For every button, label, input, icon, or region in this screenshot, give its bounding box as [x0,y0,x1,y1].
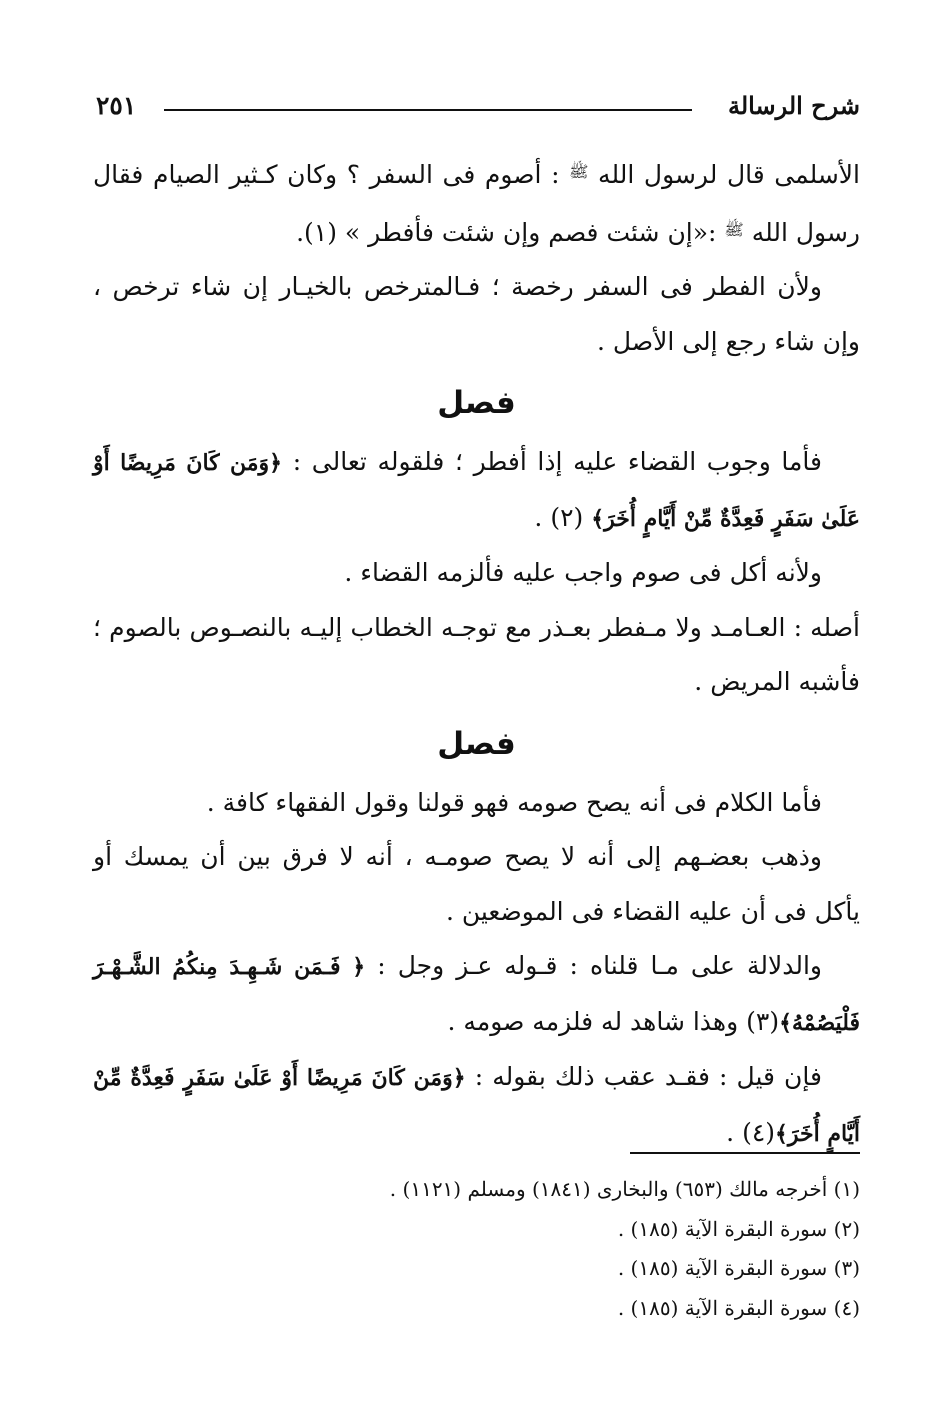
text-run: فأما وجوب القضاء عليه إذا أفطر ؛ فلقوله تعالى : [282,447,823,476]
footnotes [93,1170,860,1328]
section-heading: فصل [437,385,516,421]
footnote-rule [630,1152,860,1154]
paragraph: فأما الكلام فى أنه يصح صومه فهو قولنا وقول الفقهاء كافة . [206,787,822,817]
section-heading: فصل [437,725,516,762]
honorific-glyph: ﷺ [569,162,589,181]
footnote: (٤) سورة البقرة الآية (١٨٥) . [617,1295,860,1320]
paragraph [93,435,860,546]
paragraph [93,145,860,260]
paragraph: وذهب بعضـهم إلى أنه لا يصح صومـه ، أنه لا فرق بين أن يمسك أو يأكل فى أن عليه القضاء فى الموضعين . [93,842,860,926]
text-run: :«إن شئت فصم وإن شئت فأفطر » (١). [296,217,725,247]
text-run: فإن قيل : فقـد عقب ذلك بقوله : [465,1062,822,1091]
quran-verse: ﴿ فَـمَن شَـهِـدَ مِنكُمُ الشَّـهْـرَ فَلْيَصُمْهُ﴾ [93,954,860,1036]
paragraph: ولأنه أكل فى صوم واجب عليه فألزمه القضاء . [344,558,822,587]
footnote-ref: (٤) . [726,1117,776,1147]
text-run: : أصوم فى السفر ؟ وكان كـثير الصيام فقال رسول الله [93,160,860,247]
running-header [96,88,860,128]
paragraph: ولأن الفطر فى السفر رخصة ؛ فـالمترخص بالخيـار إن شاء ترخص ، وإن شاء رجع إلى الأصل . [93,272,860,356]
quran-verse: ﴿وَمَن كَانَ مَرِيضًا أَوْ عَلَىٰ سَفَرٍ فَعِدَّةٌ مِّنْ أَيَّامٍ أُخَرَ﴾ [93,1065,860,1147]
paragraph: أصله : العـامـد ولا مـفطر بعـذر مع توجـه الخطاب إليـه بالنصـوص بالصوم ؛ فأشبه المريض . [93,612,860,696]
quran-verse: ﴿وَمَن كَانَ مَرِيضًا أَوْ عَلَىٰ سَفَرٍ فَعِدَّةٌ مِّنْ أَيَّامٍ أُخَرَ﴾ [93,450,860,532]
text-run: الأسلمى قال لرسول الله [588,160,860,189]
page-number: ٢٥١ [96,91,137,120]
footnote: (٢) سورة البقرة الآية (١٨٥) . [617,1216,860,1241]
header-rule [164,109,692,111]
text-run: والدلالة على مـا قلناه : قـوله عـز وجل : [365,951,823,980]
paragraph [93,1050,860,1161]
footnote: (٣) سورة البقرة الآية (١٨٥) . [617,1256,860,1280]
footnote: (١) أخرجه مالك (٦٥٣) والبخارى (١٨٤١) ومسلم (١١٢١) . [389,1177,860,1201]
running-title: شرح الرسالة [727,91,860,120]
paragraph [93,939,860,1050]
main-text [93,145,860,1161]
footnote-ref: (٢) . [534,502,592,532]
text-run: (٣) وهذا شاهد له فلزمه صومه . [447,1006,780,1036]
honorific-glyph: ﷺ [724,219,744,239]
